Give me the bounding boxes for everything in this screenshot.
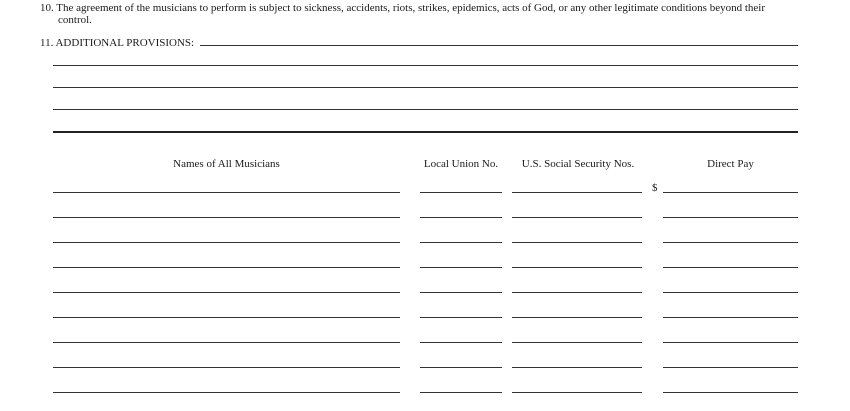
direct-pay-field[interactable]	[663, 242, 798, 243]
local-union-field[interactable]	[420, 367, 502, 368]
header-local-union: Local Union No.	[423, 158, 499, 170]
local-union-field[interactable]	[420, 267, 502, 268]
musician-name-field[interactable]	[53, 342, 400, 343]
ssn-field[interactable]	[512, 242, 642, 243]
additional-provisions-field-4[interactable]	[53, 109, 798, 110]
ssn-field[interactable]	[512, 317, 642, 318]
clause-10-text-line1: 10. The agreement of the musicians to perform is subject to sickness, accidents, riots, strikes, epidemics, acts of God, or any other legitimate conditions beyond their	[40, 2, 766, 14]
local-union-field[interactable]	[420, 217, 502, 218]
direct-pay-field[interactable]	[663, 342, 798, 343]
local-union-field[interactable]	[420, 317, 502, 318]
ssn-field[interactable]	[512, 217, 642, 218]
ssn-field[interactable]	[512, 342, 642, 343]
musician-name-field[interactable]	[53, 242, 400, 243]
direct-pay-field[interactable]	[663, 267, 798, 268]
direct-pay-field[interactable]	[663, 192, 798, 193]
ssn-field[interactable]	[512, 267, 642, 268]
local-union-field[interactable]	[420, 342, 502, 343]
musician-name-field[interactable]	[53, 267, 400, 268]
ssn-field[interactable]	[512, 292, 642, 293]
direct-pay-field[interactable]	[663, 317, 798, 318]
direct-pay-field[interactable]	[663, 292, 798, 293]
currency-symbol: $	[652, 182, 658, 194]
musician-name-field[interactable]	[53, 192, 400, 193]
musician-name-field[interactable]	[53, 367, 400, 368]
musician-name-field[interactable]	[53, 217, 400, 218]
local-union-field[interactable]	[420, 292, 502, 293]
section-divider	[53, 131, 798, 133]
clause-10	[40, 3, 800, 26]
direct-pay-field[interactable]	[663, 217, 798, 218]
musician-name-field[interactable]	[53, 392, 400, 393]
ssn-field[interactable]	[512, 367, 642, 368]
ssn-field[interactable]	[512, 192, 642, 193]
header-direct-pay: Direct Pay	[707, 158, 754, 170]
local-union-field[interactable]	[420, 392, 502, 393]
header-names: Names of All Musicians	[173, 158, 280, 170]
musician-name-field[interactable]	[53, 317, 400, 318]
additional-provisions-field-1[interactable]	[200, 45, 798, 46]
additional-provisions-field-2[interactable]	[53, 65, 798, 66]
local-union-field[interactable]	[420, 192, 502, 193]
additional-provisions-field-3[interactable]	[53, 87, 798, 88]
ssn-field[interactable]	[512, 392, 642, 393]
header-ssn: U.S. Social Security Nos.	[521, 158, 635, 170]
local-union-field[interactable]	[420, 242, 502, 243]
clause-10-text-line2: control.	[58, 13, 92, 26]
direct-pay-field[interactable]	[663, 392, 798, 393]
musician-name-field[interactable]	[53, 292, 400, 293]
clause-11-label: 11. ADDITIONAL PROVISIONS:	[40, 37, 195, 49]
direct-pay-field[interactable]	[663, 367, 798, 368]
